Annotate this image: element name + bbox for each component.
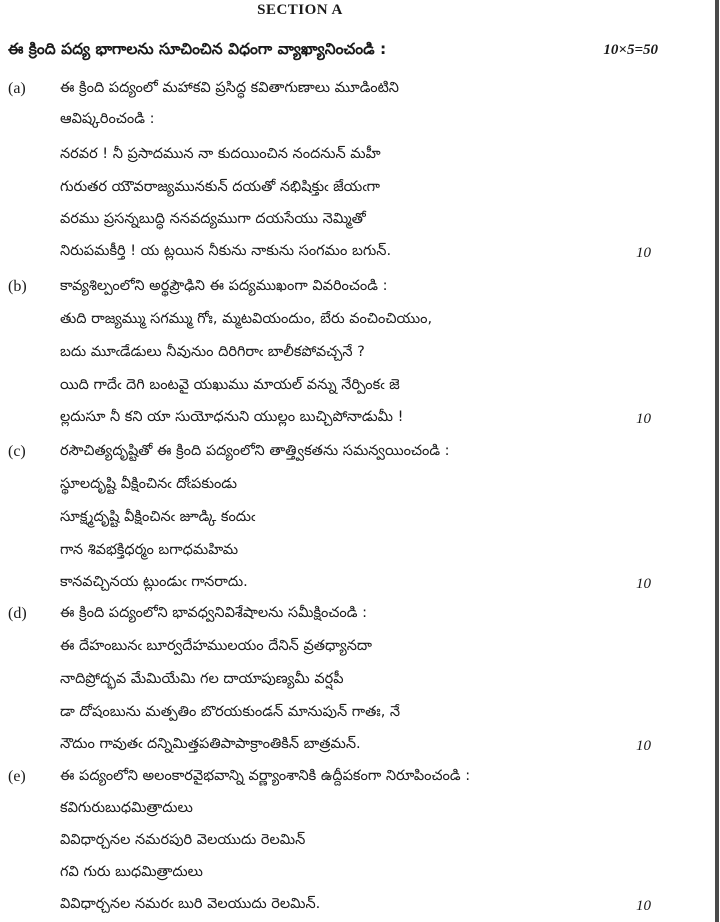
question-line: ఈ క్రింది పద్యంలోని భావధ్వనివిశేషాలను సమీక్షించండి :: [60, 605, 367, 621]
poem-line: వరము ప్రసన్నబుద్ధి ననవద్యముగా దయసేయు నెమ్మితో: [60, 211, 366, 227]
poem-line: డా దోషంబును మత్పతిం బొరయకుండన్ మానుపున్ గాతః, నే: [60, 704, 401, 720]
poem-line: బదు మూఁడేడులు నీవునుం దిరిగిరాఁ బాలీకపోవచ్చనే ?: [60, 344, 365, 360]
poem-line: ల్లదుసూ నీ కని యా సుయోధనుని యుల్లం బుచ్చిపోనాడుమీ !: [60, 409, 404, 425]
question-marks: 10: [636, 898, 651, 914]
question-label: (c): [8, 443, 26, 460]
question-line: ఆవిష్కరించండి :: [60, 111, 155, 127]
question-line: కావ్యశిల్పంలోని అర్థప్రౌఢిని ఈ పద్యముఖంగా వివరించండి :: [60, 278, 388, 294]
poem-line: నాదిప్రోద్భవ మేమియేమి గల దాయాపుణ్యమీ వర్షపీ: [60, 671, 344, 687]
poem-line: వివిధార్చనల నమరఁ బురి వెలయుదు రెలమిన్.: [60, 896, 321, 912]
question-label: (a): [8, 80, 26, 97]
poem-line: వివిధార్చనల నమరపురి వెలయుదు రెలమిన్: [60, 832, 306, 848]
question-label: (e): [8, 768, 26, 785]
poem-line: నిరుపమకీర్తి ! య ట్లయిన నీకును నాకును సంగమం బగున్.: [60, 243, 392, 259]
poem-line: కానవచ్చినయ ట్లుండుఁ గానరాదు.: [60, 574, 248, 590]
question-marks: 10: [636, 411, 651, 427]
question-label: (b): [8, 278, 27, 295]
question-marks: 10: [636, 738, 651, 754]
page-edge-shadow: [715, 0, 719, 922]
instruction-marks: 10×5=50: [603, 42, 658, 58]
question-label: (d): [8, 605, 27, 622]
question-line: ఈ పద్యంలోని అలంకారవైభవాన్ని వర్ణ్యాంశానికి ఉద్దీపకంగా నిరూపించండి :: [60, 768, 471, 784]
question-marks: 10: [636, 245, 651, 261]
poem-line: గవి గురు బుధమిత్రాదులు: [60, 864, 203, 880]
poem-line: నౌదుం గావుతఁ దన్నిమిత్తపతిపాపాక్రాంతికిన్ బాత్రమన్.: [60, 736, 361, 752]
question-marks: 10: [636, 576, 651, 592]
question-line: రసౌచిత్యదృష్టితో ఈ క్రింది పద్యంలోని తాత్త్వికతను సమన్వయించండి :: [60, 443, 450, 459]
question-line: ఈ క్రింది పద్యంలో మహాకవి ప్రసిద్ధ కవితాగుణాలు మూడింటిని: [60, 80, 399, 96]
poem-line: స్థూలదృష్టి వీక్షించినఁ దోఁపకుండు: [60, 476, 238, 492]
poem-line: గురుతర యౌవరాజ్యమునకున్ దయతో నభిషిక్తుఁ జేయఁగా: [60, 179, 381, 195]
poem-line: నరవర ! నీ ప్రసాదమున నా కుదయించిన నందనున్ మహీ: [60, 146, 381, 162]
poem-line: తుది రాజ్యమ్ము సగమ్ము గోః, మ్మటవియందుం, బేరు వంచించియుం,: [60, 311, 433, 327]
poem-line: యిది గాదేఁ దెగి బంటవై యఖుము మాయల్ వన్ను నేర్పింకఁ జె: [60, 377, 400, 393]
instruction-text: ఈ క్రింది పద్య భాగాలను సూచించిన విధంగా వ్యాఖ్యానించండి :: [8, 40, 387, 58]
poem-line: ఈ దేహంబునఁ బూర్వదేహములయం దేనిన్ వ్రతధ్యానదా: [60, 638, 373, 654]
section-title: SECTION A: [257, 2, 343, 18]
poem-line: సూక్ష్మదృష్టి వీక్షించినఁ జూడ్కి కందుఁ: [60, 509, 256, 525]
poem-line: గాన శివభక్తిధర్మం బగాధమహిమ: [60, 542, 239, 558]
instruction: [8, 40, 658, 62]
poem-line: కవిగురుబుధమిత్రాదులు: [60, 800, 193, 816]
